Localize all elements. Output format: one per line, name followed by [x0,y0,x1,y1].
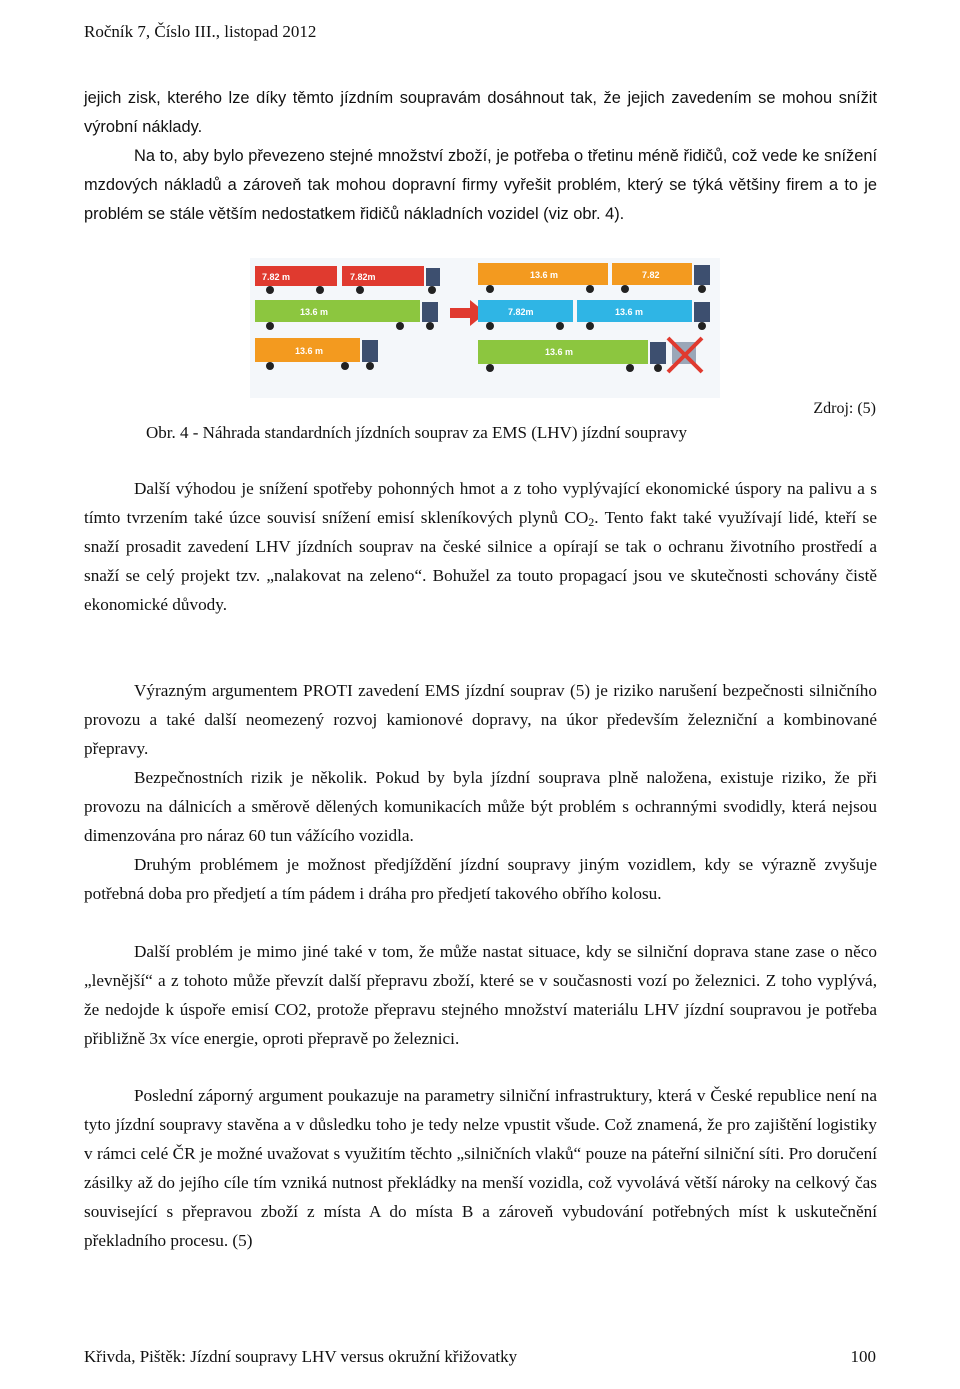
figure-truck-comparison [250,258,720,398]
page-number: 100 [850,1347,876,1366]
label-a3: 13.6 m [300,307,329,317]
paragraph-2: Na to, aby bylo převezeno stejné množství zboží, je potřeba o třetinu méně řidičů, což vede ke snížení mzdových nákladů a zároveň tak mohou dopravní firmy vyřešit problém, který se týká většiny firem a to je problém se stále větším nedostatkem řidičů nákladních vozidel (viz obr. 4). [84,147,877,223]
label-b1: 13.6 m [530,270,559,280]
paragraph-8: Poslední záporný argument poukazuje na parametry silniční infrastruktury, která v České republice není na tyto jízdní soupravy stavěna a v důsledku toho je tedy nelze vpustit všude. Což znamená, že pro zajištění logistiky v rámci celé ČR je možné uvažovat s využitím těchto „silničních vlaků“ pouze na páteřní silniční síti. Pro doručení zásilky až do jejího cíle tím vzniká nutnost překládky na menší vozidla, což vyvolává větší nároky na celkový čas související s přepravou zboží z místa A do místa B a zároveň vybudování potřebných míst k uskutečnění překladního procesu. (5) [84,1086,877,1250]
label-b2: 7.82 [642,270,660,280]
paragraph-3: Další výhodou je snížení spotřeby pohonných hmot a z toho vyplývající ekonomické úspory na palivu a s tímto tvrzením také úzce souvisí snížení emisí skleníkových plynů $CO_2$. Tento fakt také využívají lidé, kteří se snaží prosadit zavedení LHV jízdních souprav na české silnice a opírají se tak o ochranu životního prostředí a snaží se celý projekt tzv. „nalakovat na zeleno“. Bohužel za touto propagací jsou ve skutečnosti schovány čistě ekonomické důvody. [84,479,877,614]
paragraph-6: Druhým problémem je možnost předjíždění jízdní soupravy jiným vozidlem, kdy se výrazně zvyšuje potřebná doba pro předjetí a tím pádem i dráha pro předjetí takového obřího kolosu. [84,855,877,903]
label-b4: 13.6 m [615,307,644,317]
label-b5: 13.6 m [545,347,574,357]
label-a2: 7.82m [350,272,376,282]
figure-caption: Obr. 4 - Náhrada standardních jízdních souprav za EMS (LHV) jízdní soupravy [146,423,688,442]
paragraph-4: Výrazným argumentem PROTI zavedení EMS jízdní souprav (5) je riziko narušení bezpečnosti silničního provozu a také další neomezený rozvoj kamionové dopravy, na úkor především železniční a kombinované přepravy. [84,681,877,758]
paragraph-7: Další problém je mimo jiné také v tom, že může nastat situace, kdy se silniční doprava stane zase o něco „levnější“ a z tohoto může převzít další přepravu zboží, které se v současnosti vozí po železnici. Z toho vyplývá, že nedojde k úspoře emisí CO2, protože přepravu stejného množství materiálu LHV jízdní soupravou je potřeba přibližně 3x více energie, oproti přepravě po železnici. [84,942,877,1048]
footer-authors-title: Křivda, Pištěk: Jízdní soupravy LHV versus okružní křižovatky [84,1347,518,1366]
figure-source: Zdroj: (5) [813,400,876,417]
label-a4: 13.6 m [295,346,324,356]
paragraph-5: Bezpečnostních rizik je několik. Pokud by byla jízdní souprava plně naložena, existuje riziko, že při provozu na dálnicích a směrově dělených komunikacích může být problém s ochrannými svodidly, která nejsou dimenzována pro náraz 60 tun vážícího vozidla. [84,768,877,845]
label-a1: 7.82 m [262,272,291,282]
running-header: Ročník 7, Číslo III., listopad 2012 [84,22,317,41]
label-b3: 7.82m [508,307,534,317]
paragraph-1: jejich zisk, kterého lze díky těmto jízdním soupravám dosáhnout tak, že jejich zavedením se mohou snížit výrobní náklady. [84,89,877,136]
